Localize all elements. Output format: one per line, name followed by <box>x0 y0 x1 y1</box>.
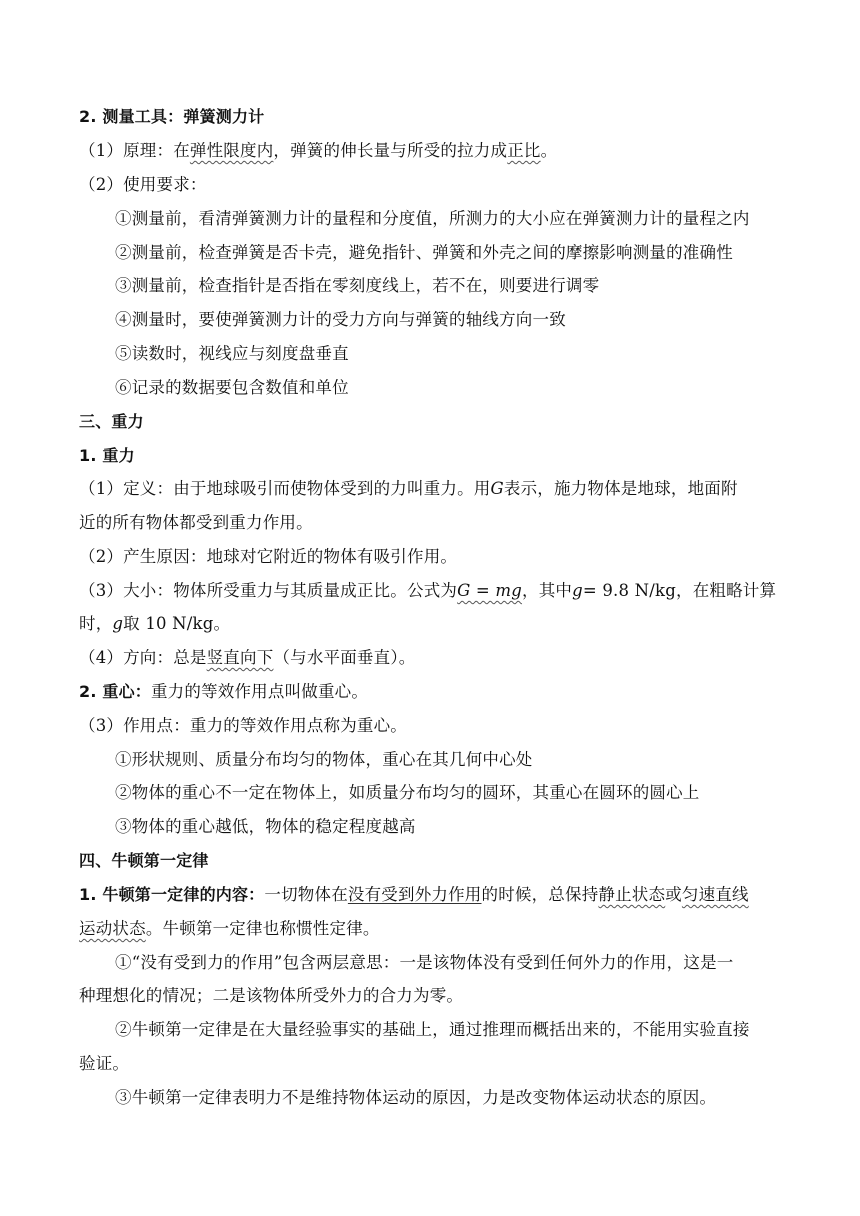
text: ，弹簧的伸长量与所受的拉力成 <box>273 141 508 160</box>
emphasis: 匀速直线 <box>681 885 749 904</box>
text: （1）原理：在 <box>79 141 190 160</box>
text: 一切物体在 <box>264 885 348 904</box>
newton-note-1-line-2: 种理想化的情况；二是该物体所受外力的合力为零。 <box>79 986 464 1005</box>
text: 或 <box>665 885 682 904</box>
usage-heading: （2）使用要求： <box>79 175 207 194</box>
direction-line <box>79 646 415 670</box>
definition-line-2: 近的所有物体都受到重力作用。 <box>79 513 313 532</box>
cg-item-2: ②物体的重心不一定在物体上，如质量分布均匀的圆环，其重心在圆环的圆心上 <box>115 783 700 802</box>
heading-newton: 四、牛顿第一定律 <box>79 851 209 870</box>
newton-note-2-line-2: 验证。 <box>79 1054 130 1073</box>
text: （与水平面垂直）。 <box>273 648 416 667</box>
principle-line <box>79 139 557 163</box>
emphasis: 弹性限度内 <box>189 141 274 160</box>
section-title-measuring-tool: 2. 测量工具：弹簧测力计 <box>79 107 265 126</box>
text: ，其中 <box>522 581 573 600</box>
emphasis: 正比 <box>507 141 541 160</box>
emphasis: 竖直向下 <box>206 648 274 667</box>
heading-gravity: 三、重力 <box>79 412 144 431</box>
label: 1. 牛顿第一定律的内容： <box>79 885 265 904</box>
newton-law-line-1 <box>79 883 749 907</box>
subheading-gravity: 1. 重力 <box>79 446 135 465</box>
emphasis: 没有受到外力作用 <box>347 885 482 904</box>
label: 2. 重心： <box>79 682 151 701</box>
req-item-4: ④测量时，要使弹簧测力计的受力方向与弹簧的轴线方向一致 <box>115 310 566 329</box>
emphasis: 运动状态 <box>79 919 146 938</box>
text: 重力的等效作用点叫做重心。 <box>150 682 369 701</box>
text: （4）方向：总是 <box>79 648 207 667</box>
formula: G = mg <box>457 581 523 600</box>
emphasis: 静止状态 <box>598 885 666 904</box>
symbol: g <box>572 581 583 600</box>
text: 。 <box>540 141 558 160</box>
definition-line-1 <box>79 477 738 501</box>
magnitude-line-2 <box>79 612 230 636</box>
req-item-5: ⑤读数时，视线应与刻度盘垂直 <box>115 344 349 363</box>
cg-item-3: ③物体的重心越低，物体的稳定程度越高 <box>115 817 416 836</box>
text: 的时候，总保持 <box>481 885 599 904</box>
text: 时， <box>79 614 113 633</box>
req-item-3: ③测量前，检查指针是否指在零刻度线上，若不在，则要进行调零 <box>115 276 600 295</box>
symbol: g <box>112 614 124 633</box>
text: = 9.8 N/kg，在粗略计算 <box>582 581 777 600</box>
magnitude-line-1 <box>79 579 776 603</box>
newton-note-1-line-1: ①“没有受到力的作用”包含两层意思：一是该物体没有受到任何外力的作用，这是一 <box>115 953 734 972</box>
req-item-1: ①测量前，看清弹簧测力计的量程和分度值，所测力的大小应在弹簧测力计的量程之内 <box>115 209 750 228</box>
cause-line: （2）产生原因：地球对它附近的物体有吸引作用。 <box>79 547 458 566</box>
newton-note-2-line-1: ②牛顿第一定律是在大量经验事实的基础上，通过推理而概括出来的，不能用实验直接 <box>115 1020 750 1039</box>
text: （1）定义：由于地球吸引而使物体受到的力叫重力。用 <box>79 479 491 498</box>
text: 。牛顿第一定律也称惯性定律。 <box>145 919 380 938</box>
req-item-6: ⑥记录的数据要包含数值和单位 <box>115 378 349 397</box>
cg-item-1: ①形状规则、质量分布均匀的物体，重心在其几何中心处 <box>115 750 533 769</box>
text: 取 10 N/kg。 <box>123 614 231 633</box>
text: （3）大小：物体所受重力与其质量成正比。公式为 <box>79 581 458 600</box>
newton-law-line-2 <box>79 917 380 941</box>
symbol: G <box>490 479 504 498</box>
newton-note-3: ③牛顿第一定律表明力不是维持物体运动的原因，力是改变物体运动状态的原因。 <box>115 1088 717 1107</box>
text: 表示，施力物体是地球，地面附 <box>503 479 738 498</box>
req-item-2: ②测量前，检查弹簧是否卡壳，避免指针、弹簧和外壳之间的摩擦影响测量的准确性 <box>115 243 733 262</box>
center-of-gravity-line <box>79 680 368 704</box>
action-point-line: （3）作用点：重力的等效作用点称为重心。 <box>79 716 407 735</box>
